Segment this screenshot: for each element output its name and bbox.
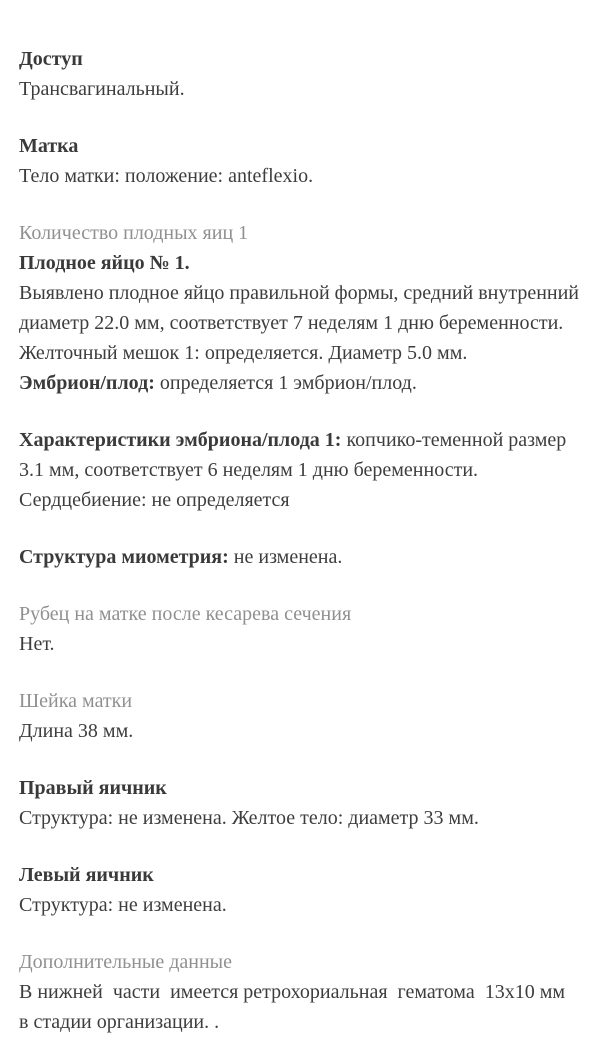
uterus-heading: Матка	[19, 135, 79, 157]
myometrium-value: не изменена.	[228, 546, 343, 568]
right-ovary-value: Структура: не изменена. Желтое тело: диаметр 33 мм.	[19, 807, 479, 829]
cesarean-scar-label: Рубец на матке после кесарева сечения	[19, 603, 352, 625]
uterus-value: Тело матки: положение: anteflexio.	[19, 165, 314, 187]
embryo-label: Эмбрион/плод:	[19, 372, 155, 394]
left-ovary-value: Структура: не изменена.	[19, 894, 227, 916]
access-value: Трансвагинальный.	[19, 78, 185, 100]
cervix-value: Длина 38 мм.	[19, 720, 134, 742]
gestational-sac-description: Выявлено плодное яйцо правильной формы, средний внутренний диаметр 22.0 мм, соответствует 7 неделям 1 дню беременности.	[19, 282, 580, 334]
section-right-ovary	[19, 773, 580, 833]
heartbeat-value: Сердцебиение: не определяется	[19, 489, 290, 511]
embryo-line	[19, 368, 580, 398]
section-gestational-sac	[19, 218, 580, 398]
cervix-label: Шейка матки	[19, 690, 133, 712]
left-ovary-heading: Левый яичник	[19, 864, 154, 886]
section-cervix	[19, 686, 580, 746]
right-ovary-heading: Правый яичник	[19, 777, 167, 799]
access-heading: Доступ	[19, 48, 83, 70]
gestational-sac-heading: Плодное яйцо № 1.	[19, 252, 190, 274]
section-left-ovary	[19, 860, 580, 920]
section-embryo-characteristics	[19, 425, 580, 515]
yolk-sac-value: Желточный мешок 1: определяется. Диаметр 5.0 мм.	[19, 342, 468, 364]
embryo-value: определяется 1 эмбрион/плод.	[154, 372, 417, 394]
embryo-characteristics-label: Характеристики эмбриона/плода 1:	[19, 429, 342, 451]
myometrium-line	[19, 542, 580, 572]
section-access	[19, 44, 580, 104]
additional-data-label: Дополнительные данные	[19, 951, 232, 973]
embryo-characteristics-line	[19, 425, 580, 485]
section-additional-data	[19, 947, 580, 1037]
section-uterus	[19, 131, 580, 191]
myometrium-label: Структура миометрия:	[19, 546, 229, 568]
section-cesarean-scar	[19, 599, 580, 659]
additional-data-value: В нижней части имеется ретрохориальная гематома 13x10 мм в стадии организации. .	[19, 981, 576, 1033]
section-myometrium	[19, 542, 580, 572]
embryo-characteristics-value: копчико-теменной размер 3.1 мм, соответствует 6 неделям 1 дню беременности.	[19, 429, 567, 481]
gestation-count-label: Количество плодных яиц 1	[19, 222, 249, 244]
cesarean-scar-value: Нет.	[19, 633, 55, 655]
